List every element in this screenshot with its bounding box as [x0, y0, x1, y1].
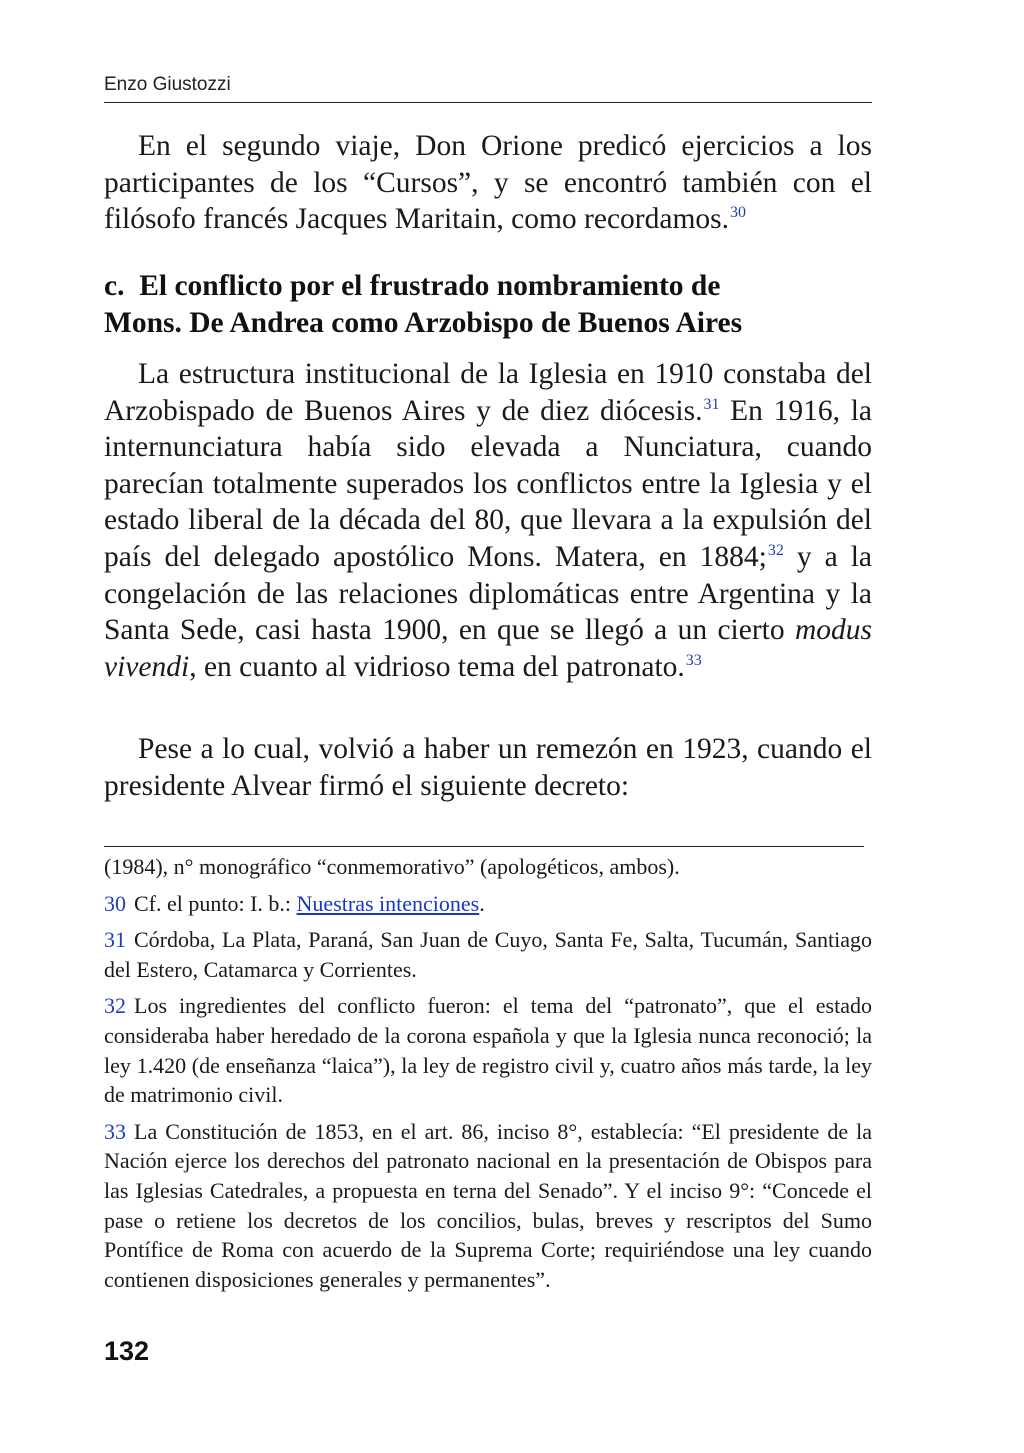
- section-heading-line-2: Mons. De Andrea como Arzobispo de Buenos Aires: [104, 307, 743, 339]
- footnote-31-text: Córdoba, La Plata, Paraná, San Juan de Cuyo, Santa Fe, Salta, Tucumán, Santiago del Estero, Catamarca y Corrientes.: [104, 927, 872, 982]
- page-number: 132: [104, 1336, 150, 1366]
- footnote-number-33[interactable]: 33: [104, 1118, 126, 1144]
- paragraph-2-text-a: La estructura institucional de la Iglesia en 1910 constaba del Arzobispado de Buenos Aires y de diez diócesis.: [104, 358, 872, 427]
- paragraph-3-text: Pese a lo cual, volvió a haber un remezón en 1923, cuando el presidente Alvear firmó el siguiente decreto:: [104, 733, 872, 802]
- running-head-author: Enzo Giustozzi: [104, 74, 872, 103]
- footnote-number-30[interactable]: 30: [104, 890, 126, 916]
- footnote-33-text: La Constitución de 1853, en el art. 86, inciso 8°, establecía: “El presidente de la Nación ejerce los derechos del patronato nacional en la presentación de Obispos para las Iglesias Catedrales, a propuesta en terna del Senado”. Y el inciso 9°: “Concede el pase o retiene los decretos de los concilios, bulas, breves y rescriptos del Sumo Pontífice de Roma con acuerdo de la Suprema Corte; requiriéndose una ley cuando contienen disposiciones generales y permanentes”.: [104, 1118, 872, 1292]
- footnote-continuation: (1984), n° monográfico “conmemorativo” (apologéticos, ambos).: [104, 854, 680, 879]
- paragraph-2: [104, 356, 872, 685]
- paragraph-2-text-d: , en cuanto al vidrioso tema del patronato.: [189, 650, 685, 683]
- footnote-ref-32[interactable]: 32: [767, 542, 784, 560]
- section-heading: [104, 268, 872, 342]
- footnote-ref-33[interactable]: 33: [685, 651, 702, 669]
- paragraph-2-italic-phrase: modus vivendi: [104, 614, 872, 683]
- section-heading-line-1: c. El conflicto por el frustrado nombramiento de: [104, 270, 721, 302]
- footnote-32-text: Los ingredientes del conflicto fueron: el tema del “patronato”, que el estado consideraba haber heredado de la corona española y que la Iglesia nunca reconoció; la ley 1.420 (de enseñanza “laica”), la ley de registro civil y, cuatro años más tarde, la ley de matrimonio civil.: [104, 993, 872, 1108]
- footnote-30: [104, 889, 872, 919]
- paragraph-1: [104, 128, 872, 238]
- footnote-ref-31[interactable]: 31: [703, 395, 720, 413]
- paragraph-2-text-c: y a la congelación de las relaciones diplomáticas entre Argentina y la Santa Sede, casi hasta 1900, en que se llegó a un cierto: [104, 540, 872, 647]
- footnote-divider: [104, 846, 864, 847]
- footnote-31: [104, 925, 872, 984]
- footnote-ref-30[interactable]: 30: [730, 204, 747, 222]
- footnote-number-32[interactable]: 32: [104, 993, 126, 1019]
- footnotes-section: [104, 852, 872, 1301]
- paragraph-1-text: En el segundo viaje, Don Orione predicó ejercicios a los participantes de los “Cursos”, y se encontró también con el filósofo francés Jacques Maritain, como recordamos.: [104, 130, 872, 236]
- paragraph-2-text-b: En 1916, la internunciatura había sido elevada a Nunciatura, cuando parecían totalmente superados los conflictos entre la Iglesia y el estado liberal de la década del 80, que llevara a la expulsión del país del delegado apostólico Mons. Matera, en 1884;: [104, 394, 873, 573]
- footnote-33: [104, 1117, 872, 1295]
- footnote-30-suffix: .: [479, 890, 485, 916]
- footnote-30-link[interactable]: Nuestras intenciones: [296, 890, 480, 916]
- footnote-number-31[interactable]: 31: [104, 927, 126, 953]
- footnote-30-prefix: Cf. el punto: I. b.:: [134, 890, 297, 916]
- footnote-32: [104, 991, 872, 1109]
- paragraph-3: [104, 731, 872, 804]
